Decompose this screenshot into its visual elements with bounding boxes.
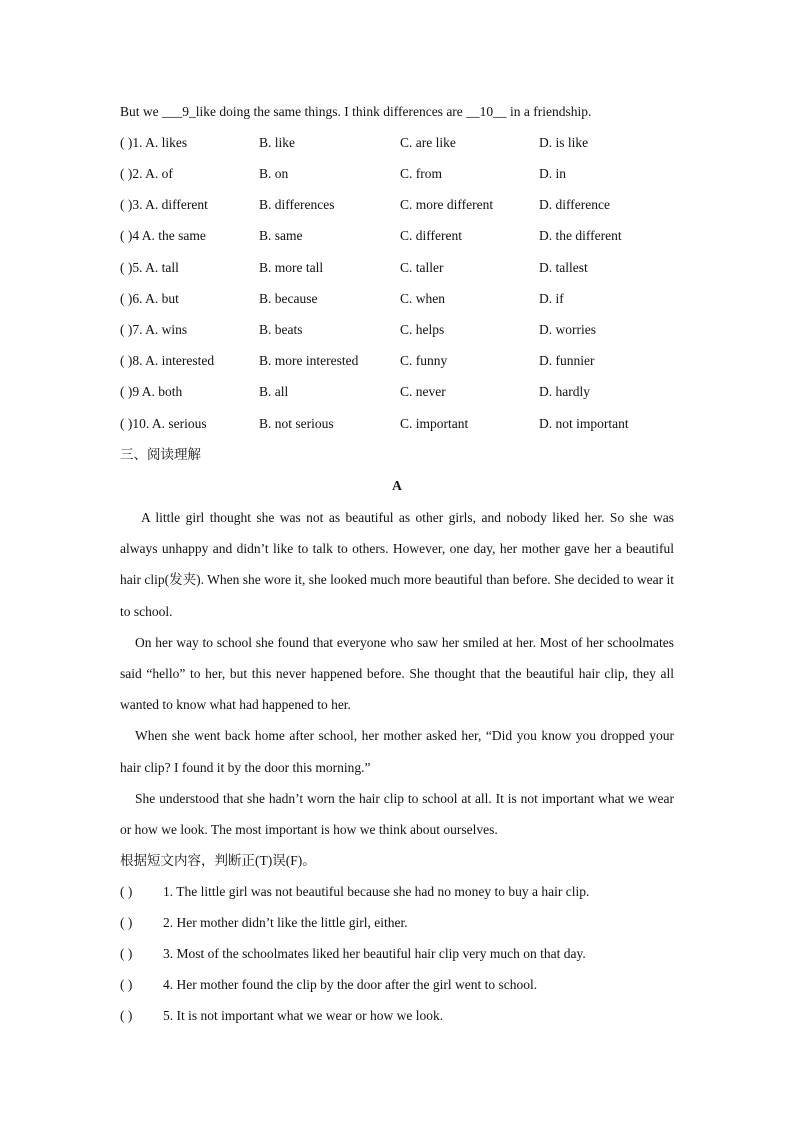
mc-option-b: B. more tall [259, 260, 324, 275]
mc-option-c: C. taller [400, 260, 444, 275]
mc-option-b: B. same [259, 228, 303, 243]
passage-paragraph: She understood that she hadn’t worn the hair clip to school at all. It is not important what we wear or how we look. The most important is how we think about ourselves. [120, 790, 674, 838]
mc-option-b: B. all [259, 384, 289, 399]
mc-row [120, 196, 680, 214]
mc-option-b: B. beats [259, 322, 303, 337]
mc-option-b: B. not serious [259, 416, 334, 431]
mc-option-b: B. on [259, 166, 289, 181]
tf-question [120, 976, 537, 994]
mc-row [120, 321, 680, 339]
mc-option-c: C. funny [400, 353, 448, 368]
mc-option-c: C. never [400, 384, 446, 399]
mc-row [120, 134, 680, 152]
answer-blank[interactable]: ( ) [120, 915, 133, 930]
mc-option-c: C. helps [400, 322, 445, 337]
answer-blank[interactable]: ( ) [120, 946, 133, 961]
mc-question-option-a: ( )2. A. of [120, 166, 173, 181]
mc-option-b: B. differences [259, 197, 335, 212]
mc-option-d: D. in [539, 166, 566, 181]
mc-option-d: D. funnier [539, 353, 595, 368]
mc-option-c: C. when [400, 291, 445, 306]
passage-paragraph: A little girl thought she was not as beautiful as other girls, and nobody liked her. So she was always unhappy and didn’t like to talk to others. However, one day, her mother gave her a beautiful hair clip(发夹). When she wore it, she looked much more beautiful than before. She decided to wear it to school. [120, 510, 674, 619]
mc-option-d: D. tallest [539, 260, 588, 275]
mc-question-option-a: ( )5. A. tall [120, 260, 179, 275]
passage-title: A [392, 478, 402, 493]
mc-row [120, 259, 680, 277]
mc-option-d: D. worries [539, 322, 596, 337]
tf-question [120, 945, 586, 963]
mc-option-d: D. difference [539, 197, 610, 212]
mc-option-d: D. the different [539, 228, 622, 243]
mc-row [120, 227, 680, 245]
tf-question-text: 5. It is not important what we wear or how we look. [163, 1008, 444, 1023]
tf-question-text: 3. Most of the schoolmates liked her beautiful hair clip very much on that day. [163, 946, 586, 961]
mc-row [120, 415, 680, 433]
tf-question-text: 1. The little girl was not beautiful because she had no money to buy a hair clip. [163, 884, 590, 899]
tf-question-text: 2. Her mother didn’t like the little girl, either. [163, 915, 408, 930]
mc-option-c: C. more different [400, 197, 494, 212]
section-heading: 三、阅读理解 [120, 447, 201, 462]
mc-question-option-a: ( )10. A. serious [120, 416, 207, 431]
mc-option-b: B. because [259, 291, 318, 306]
reading-passage [120, 502, 674, 845]
mc-option-d: D. not important [539, 416, 629, 431]
passage-paragraph: On her way to school she found that everyone who saw her smiled at her. Most of her schoolmates said “hello” to her, but this never happened before. She thought that the beautiful hair clip, they all wanted to know what had happened to her. [120, 634, 674, 713]
tf-instruction: 根据短文内容，判断正(T)误(F)。 [120, 853, 316, 868]
mc-question-option-a: ( )6. A. but [120, 291, 179, 306]
mc-question-option-a: ( )3. A. different [120, 197, 208, 212]
passage-paragraph: When she went back home after school, her mother asked her, “Did you know you dropped your hair clip? I found it by the door this morning.” [120, 728, 674, 775]
mc-row [120, 290, 680, 308]
mc-option-d: D. if [539, 291, 564, 306]
tf-question [120, 914, 408, 932]
cloze-intro-line: But we ___9_like doing the same things. I think differences are __10__ in a friendship. [120, 104, 592, 119]
mc-option-c: C. different [400, 228, 462, 243]
mc-question-option-a: ( )9 A. both [120, 384, 183, 399]
answer-blank[interactable]: ( ) [120, 1008, 133, 1023]
answer-blank[interactable]: ( ) [120, 977, 133, 992]
mc-option-d: D. is like [539, 135, 589, 150]
mc-row [120, 352, 680, 370]
mc-option-c: C. are like [400, 135, 456, 150]
mc-row [120, 165, 680, 183]
mc-row [120, 383, 680, 401]
mc-option-b: B. like [259, 135, 295, 150]
mc-option-d: D. hardly [539, 384, 590, 399]
mc-option-b: B. more interested [259, 353, 359, 368]
mc-question-option-a: ( )7. A. wins [120, 322, 188, 337]
mc-question-option-a: ( )8. A. interested [120, 353, 215, 368]
mc-option-c: C. from [400, 166, 442, 181]
answer-blank[interactable]: ( ) [120, 884, 133, 899]
tf-question [120, 883, 589, 901]
mc-question-option-a: ( )1. A. likes [120, 135, 188, 150]
tf-question [120, 1007, 443, 1025]
mc-option-c: C. important [400, 416, 469, 431]
tf-question-text: 4. Her mother found the clip by the door after the girl went to school. [163, 977, 538, 992]
mc-question-option-a: ( )4 A. the same [120, 228, 206, 243]
